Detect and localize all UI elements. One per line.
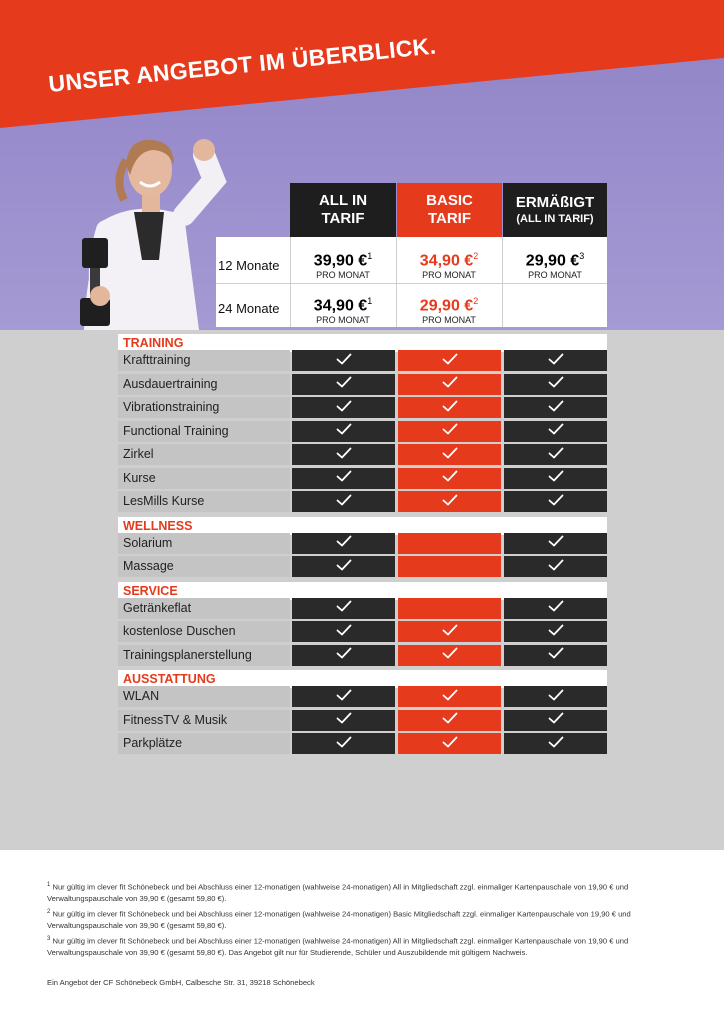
feature-row	[118, 468, 607, 489]
feature-label: Kurse	[118, 468, 290, 489]
feature-cell	[292, 397, 395, 418]
feature-cell	[292, 421, 395, 442]
feature-label: Trainingsplanerstellung	[118, 645, 290, 666]
price-value: 34,90 €$^1$	[313, 296, 373, 315]
checkmark-icon	[336, 735, 352, 753]
footnote-mark: 2	[47, 909, 51, 915]
section-title: AUSSTATTUNG	[123, 672, 216, 686]
checkmark-icon	[548, 493, 564, 511]
feature-cell	[292, 350, 395, 371]
feature-cell	[398, 556, 501, 577]
footnote	[47, 907, 687, 931]
price-unit: PRO MONAT	[422, 315, 476, 326]
checkmark-icon	[336, 688, 352, 706]
checkmark-icon	[336, 558, 352, 576]
feature-cell	[398, 491, 501, 512]
feature-label: WLAN	[118, 686, 290, 707]
footnote	[47, 880, 687, 904]
checkmark-icon	[336, 493, 352, 511]
feature-cell	[504, 468, 607, 489]
checkmark-icon	[442, 352, 458, 370]
checkmark-icon	[336, 469, 352, 487]
feature-label: Krafttraining	[118, 350, 290, 371]
feature-row	[118, 397, 607, 418]
feature-cell	[292, 645, 395, 666]
feature-row	[118, 556, 607, 577]
feature-cell	[398, 621, 501, 642]
checkmark-icon	[336, 352, 352, 370]
feature-cell	[398, 645, 501, 666]
feature-cell	[292, 733, 395, 754]
checkmark-icon	[336, 711, 352, 729]
tariff-subtitle: TARIF	[427, 210, 472, 227]
feature-cell	[504, 421, 607, 442]
checkmark-icon	[442, 646, 458, 664]
tariff-header-basic	[397, 183, 502, 237]
feature-cell	[504, 533, 607, 554]
checkmark-icon	[548, 446, 564, 464]
feature-cell	[292, 533, 395, 554]
checkmark-icon	[548, 534, 564, 552]
feature-cell	[292, 621, 395, 642]
feature-cell	[398, 598, 501, 619]
feature-row	[118, 421, 607, 442]
feature-cell	[398, 374, 501, 395]
tariff-header-all-in	[290, 183, 396, 237]
checkmark-icon	[442, 399, 458, 417]
feature-cell	[504, 686, 607, 707]
feature-cell	[398, 686, 501, 707]
feature-cell	[398, 468, 501, 489]
checkmark-icon	[548, 399, 564, 417]
price-unit: PRO MONAT	[422, 270, 476, 281]
feature-cell	[504, 645, 607, 666]
headline: UNSER ANGEBOT IM ÜBERBLICK.	[47, 32, 438, 98]
price-value: 29,90 €$^2$	[419, 296, 479, 315]
price-cell	[293, 247, 393, 280]
feature-row	[118, 598, 607, 619]
feature-cell	[398, 397, 501, 418]
price-unit: PRO MONAT	[316, 270, 370, 281]
checkmark-icon	[336, 646, 352, 664]
feature-row	[118, 645, 607, 666]
feature-cell	[504, 621, 607, 642]
feature-row	[118, 733, 607, 754]
feature-cell	[398, 733, 501, 754]
checkmark-icon	[548, 558, 564, 576]
feature-row	[118, 533, 607, 554]
checkmark-icon	[442, 711, 458, 729]
feature-cell	[504, 374, 607, 395]
feature-cell	[292, 598, 395, 619]
feature-cell	[504, 733, 607, 754]
feature-cell	[398, 710, 501, 731]
checkmark-icon	[548, 375, 564, 393]
checkmark-icon	[548, 599, 564, 617]
feature-label: kostenlose Duschen	[118, 621, 290, 642]
feature-row	[118, 686, 607, 707]
footnote-text: Nur gültig im clever fit Schönebeck und bei Abschluss einer 12-monatigen (wahlweise 24-monatigen) All in Mitgliedschaft zzgl. einmaliger Kartenpauschale von 19,90 € und Verwaltungspauschale von 39,90 € (gesamt 59,80 €). Das Angebot gilt nur für Studierende, Schüler und Auszubildende mit gültigem Nachweis.	[47, 936, 629, 957]
feature-label: Parkplätze	[118, 733, 290, 754]
feature-label: Zirkel	[118, 444, 290, 465]
feature-label: Massage	[118, 556, 290, 577]
checkmark-icon	[548, 352, 564, 370]
checkmark-icon	[442, 422, 458, 440]
duration-label-24: 24 Monate	[218, 301, 280, 316]
checkmark-icon	[548, 688, 564, 706]
feature-label: Getränkeflat	[118, 598, 290, 619]
price-value: 39,90 €$^1$	[313, 251, 373, 270]
checkmark-icon	[336, 599, 352, 617]
price-cell	[399, 292, 499, 325]
tariff-title: BASIC	[426, 192, 473, 209]
feature-row	[118, 350, 607, 371]
feature-cell	[504, 444, 607, 465]
feature-cell	[398, 444, 501, 465]
tariff-header-ermaessigt	[503, 183, 607, 237]
footnote	[47, 934, 687, 958]
checkmark-icon	[548, 735, 564, 753]
price-cell	[399, 247, 499, 280]
feature-row	[118, 444, 607, 465]
imprint: Ein Angebot der CF Schönebeck GmbH, Calbesche Str. 31, 39218 Schönebeck	[47, 978, 315, 987]
tariff-subtitle: (ALL IN TARIF)	[516, 213, 594, 225]
feature-cell	[504, 598, 607, 619]
feature-label: Functional Training	[118, 421, 290, 442]
feature-label: Ausdauertraining	[118, 374, 290, 395]
checkmark-icon	[442, 493, 458, 511]
feature-row	[118, 710, 607, 731]
checkmark-icon	[548, 623, 564, 641]
price-cell	[293, 292, 393, 325]
feature-cell	[292, 710, 395, 731]
feature-cell	[504, 556, 607, 577]
feature-label: Vibrationstraining	[118, 397, 290, 418]
checkmark-icon	[442, 623, 458, 641]
checkmark-icon	[336, 446, 352, 464]
feature-cell	[292, 444, 395, 465]
feature-row	[118, 491, 607, 512]
feature-label: Solarium	[118, 533, 290, 554]
checkmark-icon	[548, 711, 564, 729]
feature-label: FitnessTV & Musik	[118, 710, 290, 731]
duration-label-12: 12 Monate	[218, 258, 280, 273]
checkmark-icon	[336, 534, 352, 552]
feature-cell	[398, 533, 501, 554]
feature-cell	[504, 397, 607, 418]
checkmark-icon	[548, 469, 564, 487]
checkmark-icon	[442, 735, 458, 753]
price-unit: PRO MONAT	[528, 270, 582, 281]
checkmark-icon	[336, 375, 352, 393]
footnote-text: Nur gültig im clever fit Schönebeck und bei Abschluss einer 12-monatigen (wahlweise 24-monatigen) Basic Mitgliedschaft zzgl. einmaliger Kartenpauschale von 19,90 € und Verwaltungspauschale von 39,90 € (gesamt 59,80 €).	[47, 909, 631, 930]
section-title: TRAINING	[123, 336, 184, 350]
price-cell	[505, 247, 605, 280]
feature-label: LesMills Kurse	[118, 491, 290, 512]
tariff-subtitle: TARIF	[321, 210, 365, 227]
feature-cell	[504, 710, 607, 731]
checkmark-icon	[548, 646, 564, 664]
checkmark-icon	[442, 469, 458, 487]
tariff-title: ALL IN	[318, 192, 368, 209]
footnote-text: Nur gültig im clever fit Schönebeck und bei Abschluss einer 12-monatigen (wahlweise 24-monatigen) All in Mitgliedschaft zzgl. einmaliger Kartenpauschale von 19,90 € und Verwaltungspauschale von 39,90 € (gesamt 59,80 €).	[47, 882, 629, 903]
section-title: WELLNESS	[123, 518, 193, 533]
price-value: 34,90 €$^2$	[419, 251, 479, 270]
feature-cell	[292, 374, 395, 395]
feature-cell	[292, 686, 395, 707]
footnote-mark: 3	[47, 936, 51, 942]
footnote-mark: 1	[47, 882, 51, 888]
feature-cell	[292, 556, 395, 577]
checkmark-icon	[336, 623, 352, 641]
checkmark-icon	[442, 375, 458, 393]
price-value: 29,90 €$^3$	[525, 251, 585, 270]
checkmark-icon	[442, 446, 458, 464]
feature-row	[118, 621, 607, 642]
price-unit: PRO MONAT	[316, 315, 370, 326]
feature-cell	[398, 350, 501, 371]
feature-cell	[292, 491, 395, 512]
feature-cell	[292, 468, 395, 489]
checkmark-icon	[336, 399, 352, 417]
feature-cell	[504, 350, 607, 371]
feature-cell	[504, 491, 607, 512]
section-title: SERVICE	[123, 583, 178, 598]
feature-cell	[398, 421, 501, 442]
checkmark-icon	[548, 422, 564, 440]
feature-row	[118, 374, 607, 395]
checkmark-icon	[442, 688, 458, 706]
tariff-title: ERMÄßIGT	[515, 194, 595, 211]
checkmark-icon	[336, 422, 352, 440]
